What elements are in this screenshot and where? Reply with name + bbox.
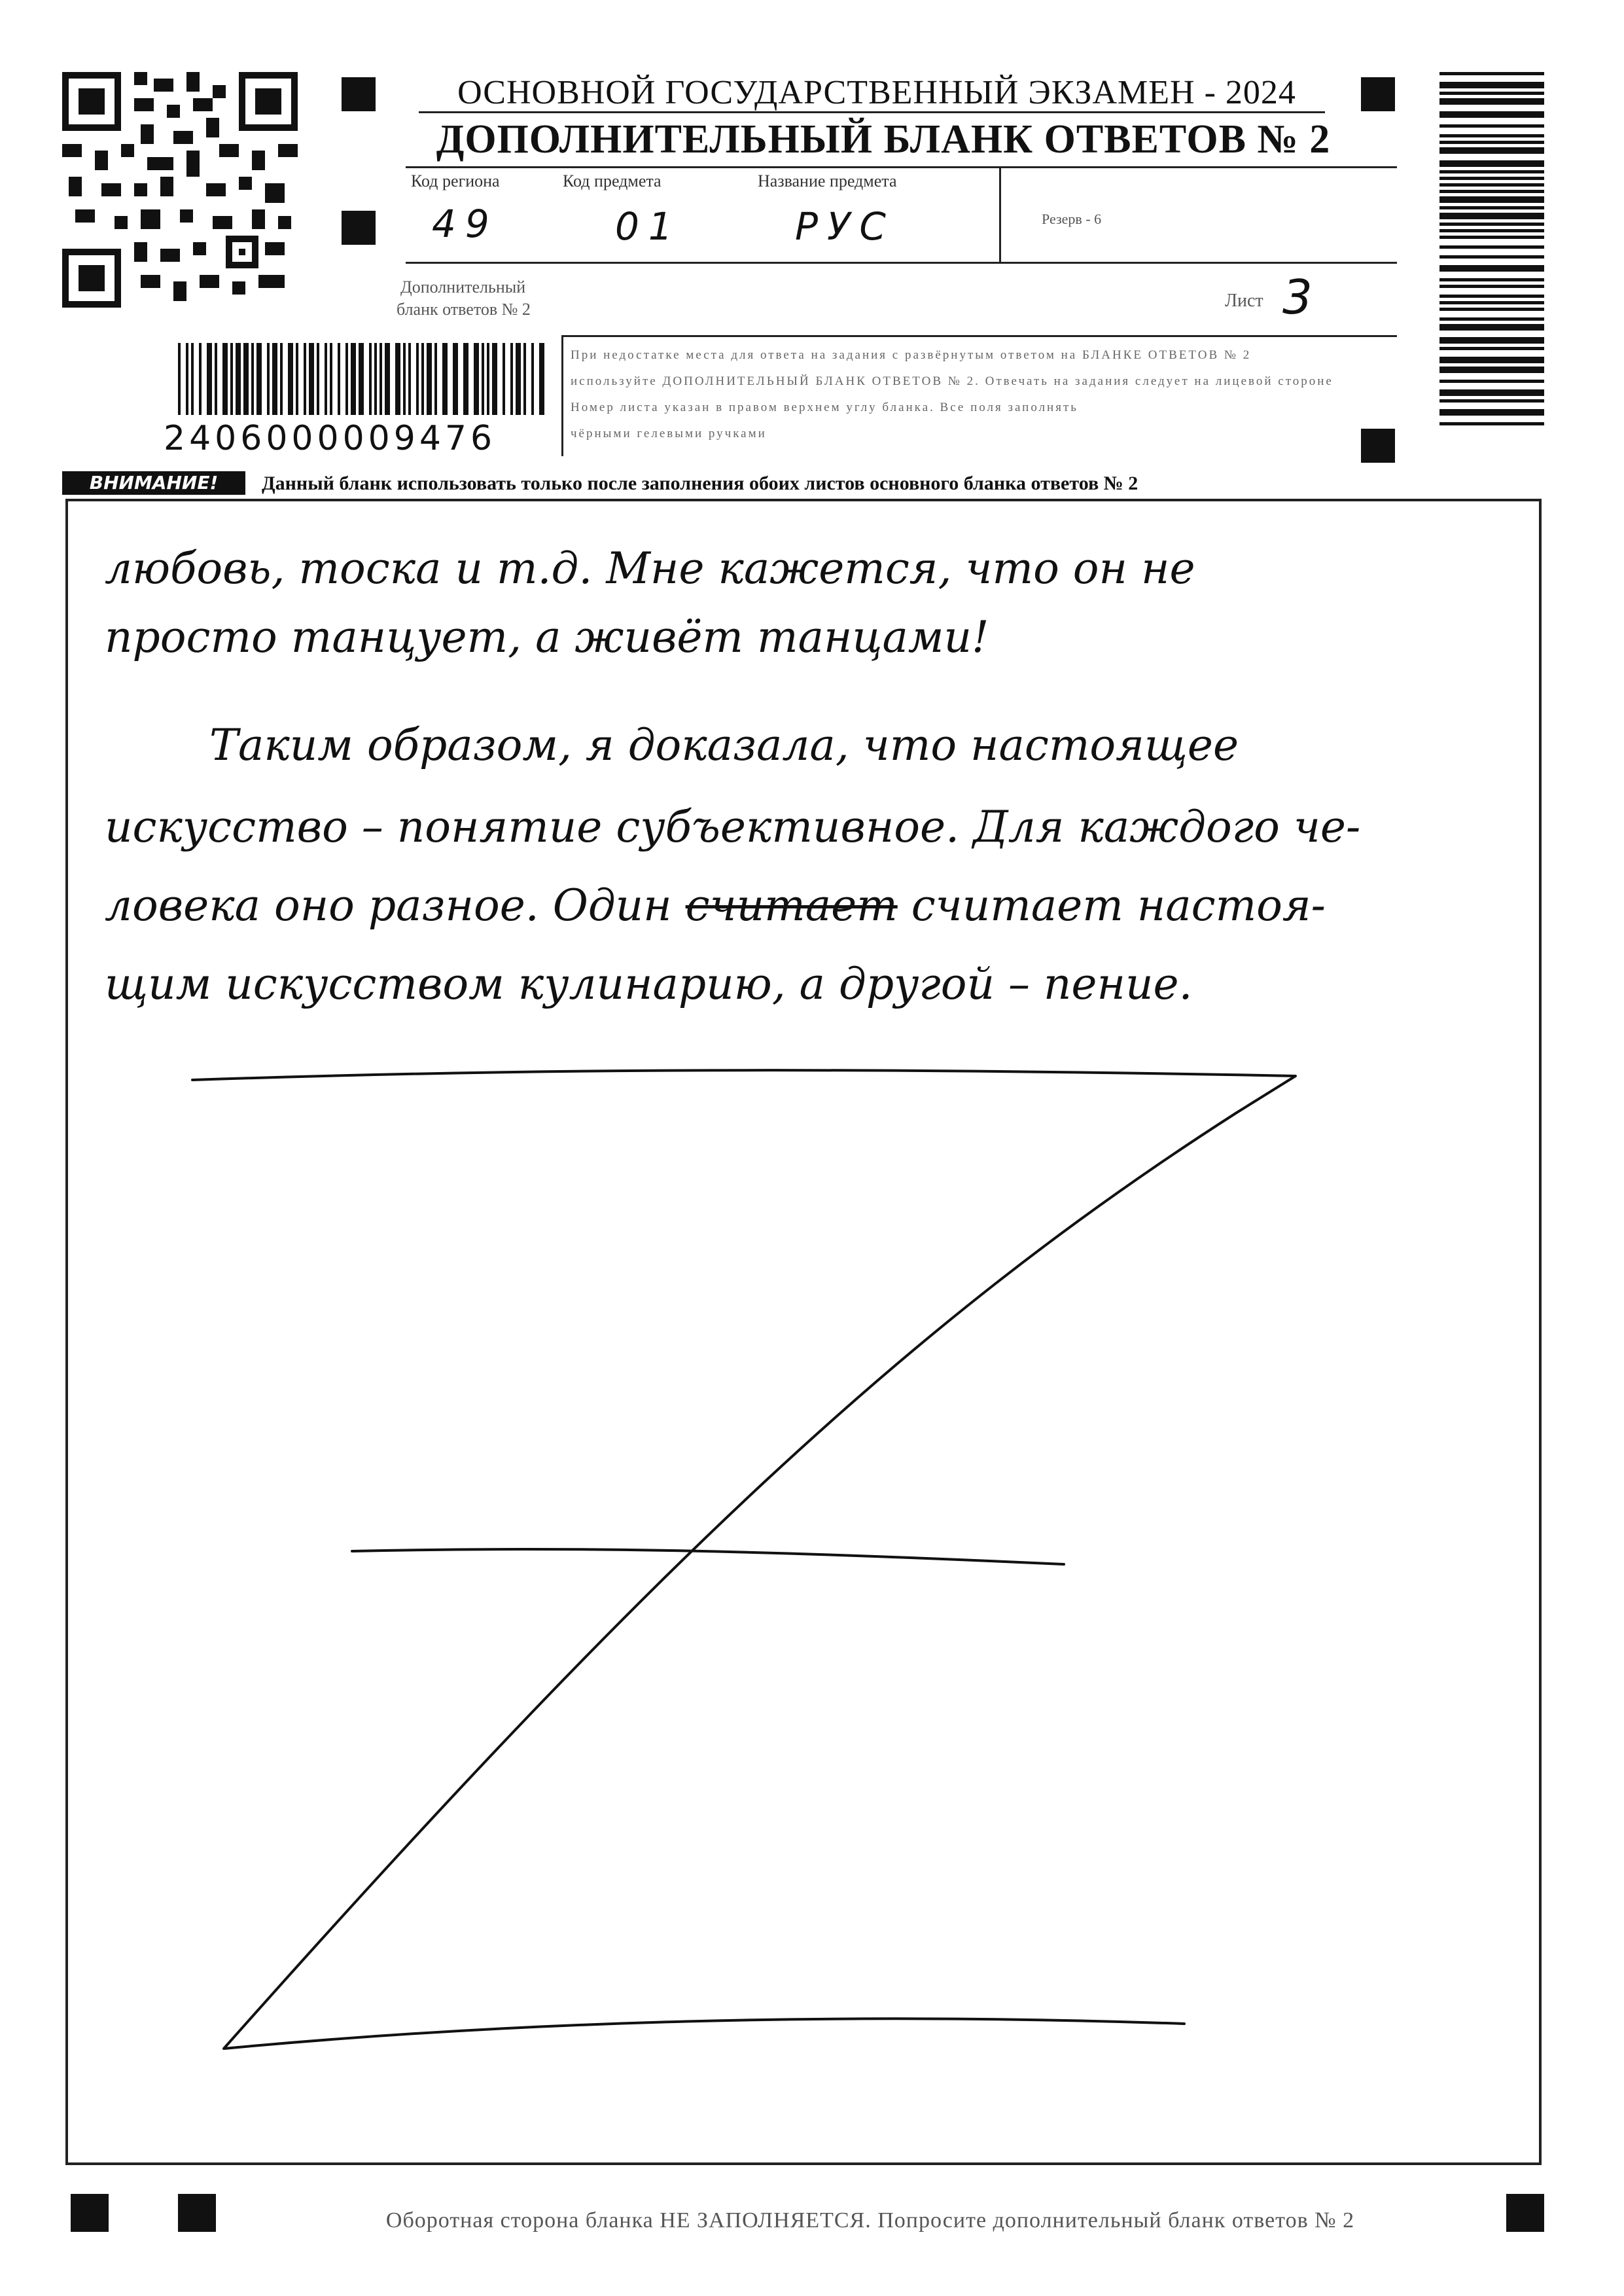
answer-line: искусство – понятие субъективное. Для каждого че- <box>105 802 1361 852</box>
alignment-marker <box>1506 2194 1544 2232</box>
form-label-line2: бланк ответов № 2 <box>397 300 531 319</box>
divider <box>999 166 1001 263</box>
instruction-line: используйте ДОПОЛНИТЕЛЬНЫЙ БЛАНК ОТВЕТОВ № 2. Отвечать на задания следует на лицевой стороне <box>571 374 1333 388</box>
answer-line: просто танцует, а живёт танцами! <box>105 612 989 662</box>
instruction-line: чёрными гелевыми ручками <box>571 427 767 440</box>
region-value: 49 <box>432 202 499 246</box>
region-label: Код региона <box>411 171 500 190</box>
alignment-marker <box>178 2194 216 2232</box>
subject-name-label: Название предмета <box>758 171 897 190</box>
subject-code-value: 01 <box>615 204 682 249</box>
form-label-line1: Дополнительный <box>400 278 526 296</box>
subject-code-label: Код предмета <box>563 171 662 190</box>
instruction-line: При недостатке места для ответа на задания с развёрнутым ответом на БЛАНКЕ ОТВЕТОВ № 2 <box>571 348 1252 362</box>
answer-line: Таким образом, я доказала, что настоящее <box>209 720 1239 770</box>
alignment-marker <box>1361 77 1395 111</box>
answer-line: любовь, тоска и т.д. Мне кажется, что он не <box>105 543 1195 594</box>
divider <box>406 166 1397 168</box>
answer-line <box>105 880 1326 931</box>
alignment-marker <box>71 2194 109 2232</box>
divider <box>561 335 563 456</box>
warning-badge: ВНИМАНИЕ! <box>62 471 245 495</box>
warning-text: Данный бланк использовать только после заполнения обоих листов основного бланка ответов № 2 <box>262 473 1139 494</box>
reserve-label: Резерв - 6 <box>1042 211 1102 227</box>
subject-name-value: РУС <box>795 204 895 249</box>
answer-line: щим искусством кулинарию, а другой – пение. <box>105 959 1193 1009</box>
form-title: ДОПОЛНИТЕЛЬНЫЙ БЛАНК ОТВЕТОВ № 2 <box>436 117 1331 162</box>
barcode <box>178 343 544 415</box>
alignment-marker <box>1361 429 1395 463</box>
divider <box>563 335 1397 337</box>
barcode-number: 2406000009476 <box>164 419 497 458</box>
exam-title: ОСНОВНОЙ ГОСУДАРСТВЕННЫЙ ЭКЗАМЕН - 2024 <box>457 74 1296 111</box>
sheet-label: Лист <box>1225 291 1263 311</box>
answer-fragment: ловека оно разное. Один <box>105 880 672 931</box>
z-cancel-mark <box>190 1047 1315 2062</box>
side-barcode <box>1439 72 1544 425</box>
title-underline <box>419 111 1325 113</box>
answer-fragment: считает настоя- <box>911 880 1326 931</box>
sheet-value: 3 <box>1282 270 1322 325</box>
qr-code <box>62 72 298 308</box>
footer-note: Оборотная сторона бланка НЕ ЗАПОЛНЯЕТСЯ. Попросите дополнительный бланк ответов № 2 <box>385 2208 1355 2233</box>
alignment-marker <box>342 77 376 111</box>
struck-word: считает <box>685 880 898 931</box>
divider <box>406 262 1397 264</box>
instruction-line: Номер листа указан в правом верхнем углу бланка. Все поля заполнять <box>571 401 1078 414</box>
alignment-marker <box>342 211 376 245</box>
